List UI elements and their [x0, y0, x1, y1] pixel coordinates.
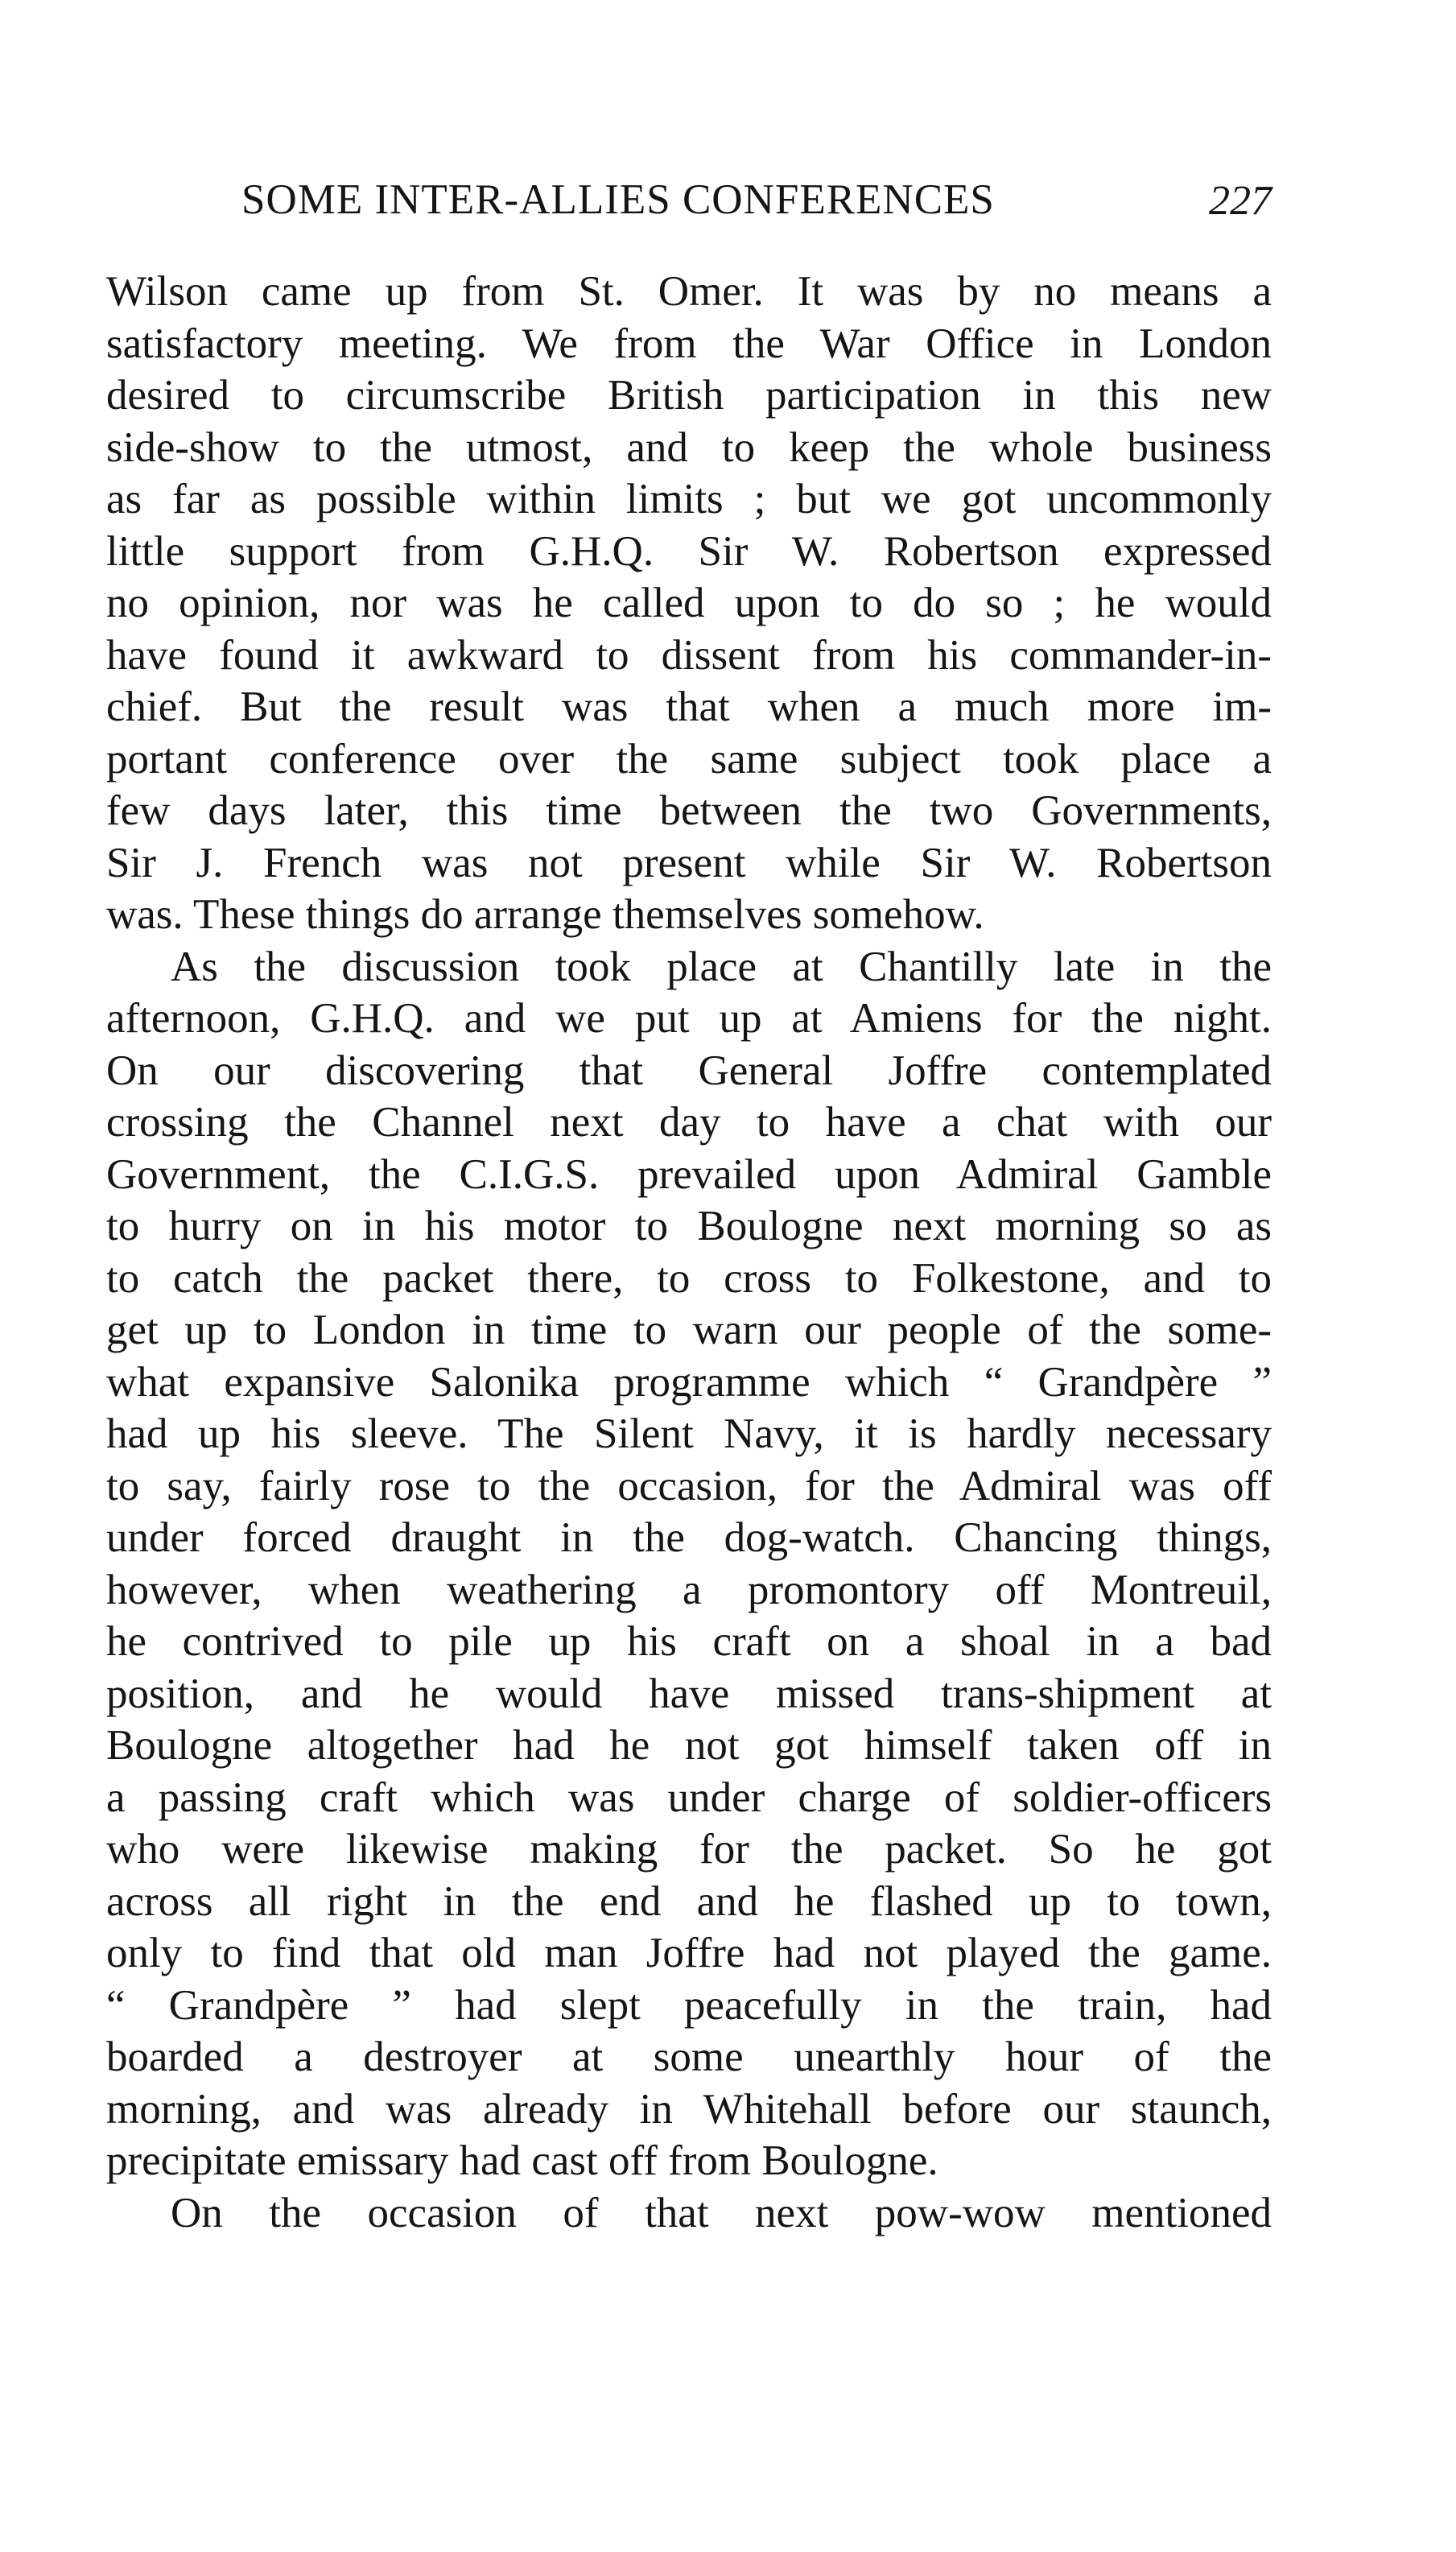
text-line: he contrived to pile up his craft on a shoal in a bad — [106, 1618, 1272, 1665]
text-line: boarded a destroyer at some unearthly hour of the — [106, 2034, 1272, 2080]
text-line: have found it awkward to dissent from his commander-in- — [106, 631, 1272, 679]
text-line: across all right in the end and he flashed up to town, — [106, 1877, 1272, 1925]
text-line: On the occasion of that next pow-wow mentioned — [171, 2189, 1272, 2236]
text-line: precipitate emissary had cast off from Boulogne. — [106, 2137, 938, 2184]
text-line: little support from G.H.Q. Sir W. Robertson expressed — [106, 527, 1272, 575]
text-line: On our discovering that General Joffre contemplated — [106, 1047, 1272, 1094]
text-line: position, and he would have missed trans-shipment at — [106, 1670, 1272, 1717]
text-line: portant conference over the same subject took place a — [106, 735, 1272, 783]
text-line: Boulogne altogether had he not got himself taken off in — [106, 1722, 1272, 1769]
text-line: get up to London in time to warn our people of the some- — [106, 1307, 1272, 1353]
page-number: 227 — [1209, 178, 1272, 224]
text-line: crossing the Channel next day to have a chat with our — [106, 1099, 1272, 1146]
text-line: satisfactory meeting. We from the War Office in London — [106, 320, 1272, 367]
text-line: desired to circumscribe British participation in this new — [106, 372, 1272, 419]
text-line: As the discussion took place at Chantilly late in the — [171, 943, 1272, 990]
running-title: SOME INTER-ALLIES CONFERENCES — [241, 176, 995, 223]
text-line: as far as possible within limits ; but we got uncommonly — [106, 476, 1272, 522]
text-line: a passing craft which was under charge of soldier-officers — [106, 1774, 1272, 1821]
text-line: who were likewise making for the packet. So he got — [106, 1826, 1272, 1873]
text-line: was. These things do arrange themselves somehow. — [106, 891, 984, 938]
text-line: had up his sleeve. The Silent Navy, it is hardly necessary — [106, 1410, 1272, 1457]
text-line: chief. But the result was that when a much more im- — [106, 683, 1272, 730]
text-line: side-show to the utmost, and to keep the whole business — [106, 423, 1272, 471]
text-line: few days later, this time between the two Governments, — [106, 787, 1272, 834]
text-line: however, when weathering a promontory off Montreuil, — [106, 1566, 1272, 1613]
text-line: Government, the C.I.G.S. prevailed upon Admiral Gamble — [106, 1150, 1272, 1198]
text-line: to catch the packet there, to cross to Folkestone, and to — [106, 1254, 1272, 1302]
text-line: no opinion, nor was he called upon to do so ; he would — [106, 580, 1272, 626]
text-line: to hurry on in his motor to Boulogne next morning so as — [106, 1203, 1272, 1249]
text-line: to say, fairly rose to the occasion, for the Admiral was off — [106, 1462, 1272, 1509]
text-line: afternoon, G.H.Q. and we put up at Amiens for the night. — [106, 995, 1272, 1042]
text-line: only to find that old man Joffre had not played the game. — [106, 1930, 1272, 1976]
text-line: “ Grandpère ” had slept peacefully in the train, had — [106, 1981, 1272, 2029]
running-head — [241, 176, 1272, 240]
text-line: Sir J. French was not present while Sir W. Robertson — [106, 839, 1272, 886]
text-line: under forced draught in the dog-watch. Chancing things, — [106, 1514, 1272, 1561]
text-line: Wilson came up from St. Omer. It was by no means a — [106, 268, 1272, 315]
body-text — [106, 266, 1272, 2239]
text-line: what expansive Salonika programme which “ Grandpère ” — [106, 1358, 1272, 1406]
text-line: morning, and was already in Whitehall before our staunch, — [106, 2085, 1272, 2133]
